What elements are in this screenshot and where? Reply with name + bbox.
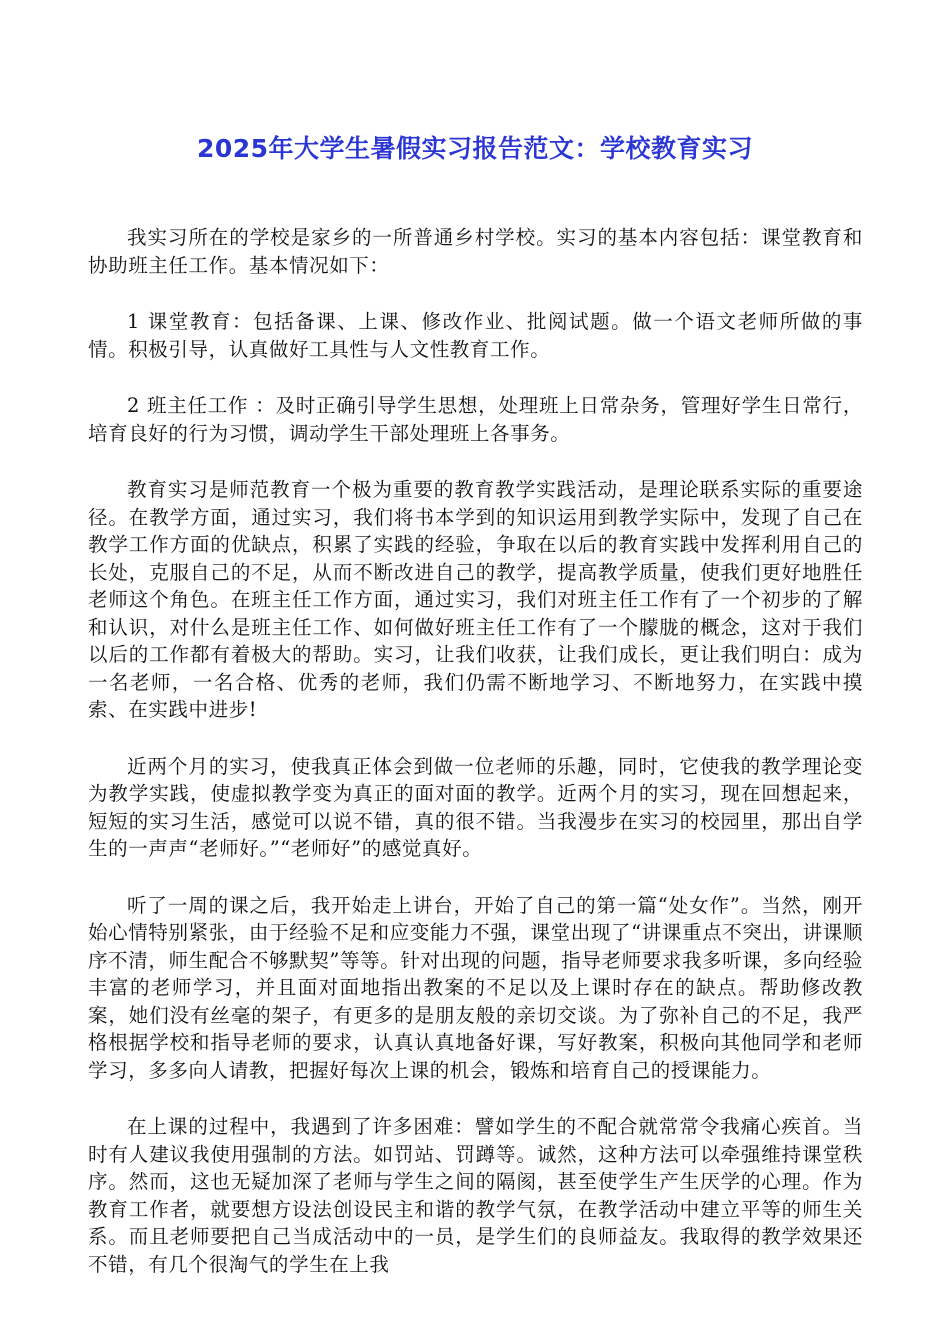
document-body bbox=[88, 224, 863, 1307]
paragraph-classroom-teaching: 1 课堂教育：包括备课、上课、修改作业、批阅试题。做一个语文老师所做的事情。积极引导，认真做好工具性与人文性教育工作。 bbox=[88, 310, 863, 361]
paragraph-first-lesson: 听了一周的课之后，我开始走上讲台，开始了自己的第一篇“处女作”。当然，刚开始心情特别紧张，由于经验不足和应变能力不强，课堂出现了“讲课重点不突出，讲课顺序不清，师生配合不够默契”等等。针对出现的问题，指导老师要求我多听课，多向经验丰富的老师学习，并且面对面地指出教案的不足以及上课时存在的缺点。帮助修改教案，她们没有丝毫的架子，有更多的是朋友般的亲切交谈。为了弥补自己的不足，我严格根据学校和指导老师的要求，认真认真地备好课，写好教案，积极向其他同学和老师学习，多多向人请教，把握好每次上课的机会，锻炼和培育自己的授课能力。 bbox=[88, 893, 863, 1082]
paragraph-two-months-reflection: 近两个月的实习，使我真正体会到做一位老师的乐趣，同时，它使我的教学理论变为教学实践，使虚拟教学变为真正的面对面的教学。近两个月的实习，现在回想起来，短短的实习生活，感觉可以说不错，真的很不错。当我漫步在实习的校园里，那出自学生的一声声“老师好。”“老师好”的感觉真好。 bbox=[88, 754, 863, 860]
paragraph-classroom-difficulties: 在上课的过程中，我遇到了许多困难：譬如学生的不配合就常常令我痛心疾首。当时有人建议我使用强制的方法。如罚站、罚蹲等。诚然，这种方法可以牵强维持课堂秩序。然而，这也无疑加深了老师与学生之间的隔阂，甚至使学生产生厌学的心理。作为教育工作者，就要想方设法创设民主和谐的教学气氛，在教学活动中建立平等的师生关系。而且老师要把自己当成活动中的一员，是学生们的良师益友。我取得的教学效果还不错，有几个很淘气的学生在上我 bbox=[88, 1115, 863, 1276]
page-title: 2025年大学生暑假实习报告范文：学校教育实习 bbox=[196, 134, 754, 163]
paragraph-intro: 我实习所在的学校是家乡的一所普通乡村学校。实习的基本内容包括：课堂教育和协助班主任工作。基本情况如下： bbox=[88, 226, 863, 277]
paragraph-head-teacher-work: 2 班主任工作 ：及时正确引导学生思想，处理班上日常杂务，管理好学生日常行，培育良好的行为习惯，调动学生干部处理班上各事务。 bbox=[88, 394, 863, 445]
paragraph-internship-significance: 教育实习是师范教育一个极为重要的教育教学实践活动，是理论联系实际的重要途径。在教学方面，通过实习，我们将书本学到的知识运用到教学实际中，发现了自己在教学工作方面的优缺点，积累了实践的经验，争取在以后的教育实践中发挥利用自己的长处，克服自己的不足，从而不断改进自己的教学，提高教学质量，使我们更好地胜任老师这个角色。在班主任工作方面，通过实习，我们对班主任工作有了一个初步的了解和认识，对什么是班主任工作、如何做好班主任工作有了一个朦胧的概念，这对于我们以后的工作都有着极大的帮助。实习，让我们收获，让我们成长，更让我们明白：成为一名老师，一名合格、优秀的老师，我们仍需不断地学习、不断地努力，在实践中摸索、在实践中进步! bbox=[88, 478, 863, 721]
